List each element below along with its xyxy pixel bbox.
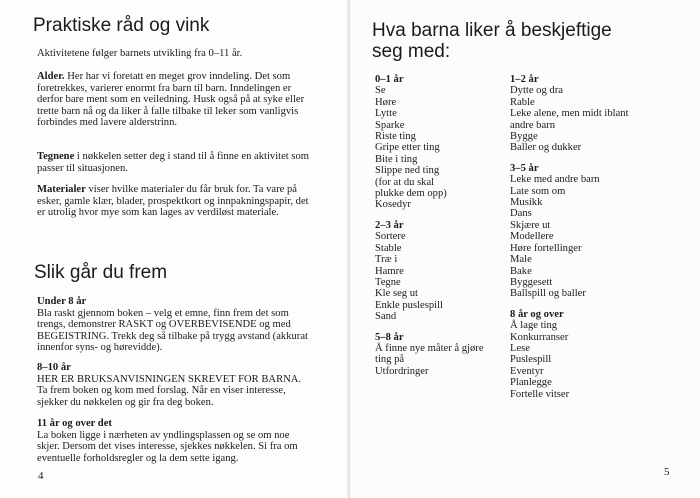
activity-item: Træ i bbox=[375, 254, 398, 266]
activity-item: Rable bbox=[510, 96, 535, 108]
activity-item: Bite i ting bbox=[375, 153, 418, 165]
activity-item: Lese bbox=[510, 342, 530, 354]
activity-item: Puslespill bbox=[510, 354, 552, 366]
activity-item: Bygge bbox=[510, 131, 538, 143]
age-heading: 5–8 år bbox=[375, 331, 404, 343]
activity-item: Late som om bbox=[510, 185, 566, 197]
age-8-10-label: 8–10 år bbox=[37, 362, 71, 373]
age-group-5-8 bbox=[375, 332, 503, 378]
page-number-left: 4 bbox=[38, 470, 44, 482]
heading-slik-gar-du-frem: Slik går du frem bbox=[34, 262, 168, 283]
activity-item: Sortere bbox=[375, 231, 406, 243]
materialer-paragraph bbox=[37, 184, 319, 219]
activity-item: Baller og dukker bbox=[510, 142, 582, 154]
activity-item: Fortelle vitser bbox=[510, 388, 570, 400]
activity-item: (for at du skal bbox=[375, 176, 435, 188]
age-group-1-2 bbox=[510, 74, 660, 154]
age-group-3-5 bbox=[510, 163, 660, 300]
age-11-section bbox=[37, 418, 313, 464]
tegnene-term: Tegnene bbox=[37, 151, 75, 162]
activity-item: Hamre bbox=[375, 265, 404, 277]
activity-item: Leke alene, men midt iblant bbox=[510, 108, 629, 120]
age-heading: 0–1 år bbox=[375, 74, 404, 85]
activity-item: Male bbox=[510, 254, 532, 266]
tegnene-paragraph bbox=[37, 151, 319, 174]
age-11-text: La boken ligge i nærheten av yndlingsplassen og se om noe skjer. Dersom det vises interesse, sjekkes nøkkelen. Si fra om eventuelle forholdsregler og la dem sette igang. bbox=[37, 429, 298, 464]
materialer-term: Materialer bbox=[37, 184, 86, 195]
activity-item: plukke dem opp) bbox=[375, 188, 447, 200]
age-group-0-1 bbox=[375, 74, 503, 211]
age-8-10-text: HER ER BRUKSANVISNINGEN SKREVET FOR BARNA. Ta frem boken og kom med forslag. Når en viser interesse, sjekker du nøkkelen og gir fra deg boken. bbox=[37, 373, 302, 408]
activity-item: Leke med andre barn bbox=[510, 174, 600, 186]
activity-item: Høre fortellinger bbox=[510, 242, 582, 254]
activity-item: Sparke bbox=[375, 119, 405, 131]
age-group-2-3 bbox=[375, 220, 503, 323]
activity-item: Dytte og dra bbox=[510, 85, 563, 97]
activity-item: Kosedyr bbox=[375, 199, 411, 211]
activity-item: Lytte bbox=[375, 108, 397, 120]
page-number-right: 5 bbox=[664, 466, 670, 478]
age-heading: 1–2 år bbox=[510, 74, 539, 85]
activity-item: andre barn bbox=[510, 119, 555, 131]
under-8-section bbox=[37, 296, 313, 354]
age-11-label: 11 år og over det bbox=[37, 418, 112, 429]
activity-item: Modellere bbox=[510, 231, 554, 243]
right-page bbox=[350, 0, 700, 498]
activity-item: Skjære ut bbox=[510, 219, 551, 231]
activity-item: Utfordringer bbox=[375, 365, 429, 377]
heading-hva-barna-liker bbox=[372, 20, 612, 62]
under-8-text: Bla raskt gjennom boken – velg et emne, finn frem det som trengs, demonstrer RASKT og OVERBEVISENDE og med BEGEISTRING. Trekk deg så tilbake på trygg avstand (akkurat innenfor syns- og hørevidde). bbox=[37, 307, 308, 354]
activity-item: Tegne bbox=[375, 276, 401, 288]
activity-item: Kle seg ut bbox=[375, 288, 418, 300]
activity-column-1 bbox=[375, 74, 503, 386]
tegnene-text: i nøkkelen setter deg i stand til å finne en aktivitet som passer til situasjonen. bbox=[37, 151, 310, 174]
activity-item: Byggesett bbox=[510, 276, 553, 288]
age-heading: 8 år og over bbox=[510, 308, 564, 320]
age-heading: 3–5 år bbox=[510, 162, 539, 174]
activity-item: Dans bbox=[510, 208, 532, 220]
activity-item: Bake bbox=[510, 265, 532, 277]
materialer-text: viser hvilke materialer du får bruk for. Ta vare på esker, gamle klær, blader, prospektkort og innpakningspapir, det er utrolig hvor mye som kan lages av verdiløst materiale. bbox=[37, 184, 309, 219]
activity-item: Stable bbox=[375, 242, 402, 254]
under-8-label: Under 8 år bbox=[37, 296, 87, 307]
age-group-8-plus bbox=[510, 309, 660, 400]
alder-paragraph bbox=[37, 71, 319, 129]
activity-item: ting på bbox=[375, 354, 405, 366]
alder-text: Her har vi foretatt en meget grov inndeling. Det som foretrekkes, varierer enormt fra barn til barn. Inndelingen er derfor bare ment som en veiledning. Husk også på at syke eller trette barn nå og da liker å falle tilbake til leker som vanligvis forbindes med lavere alderstrinn. bbox=[37, 71, 305, 129]
activity-item: Gripe etter ting bbox=[375, 142, 440, 154]
heading-praktiske-rad: Praktiske råd og vink bbox=[33, 15, 210, 36]
activity-item: Høre bbox=[375, 96, 397, 108]
activity-column-2 bbox=[510, 74, 660, 409]
activity-item: Riste ting bbox=[375, 131, 416, 143]
activity-item: Se bbox=[375, 85, 386, 97]
activity-item: Eventyr bbox=[510, 365, 544, 377]
activity-item: Ballspill og baller bbox=[510, 288, 586, 300]
activity-item: Slippe ned ting bbox=[375, 165, 440, 177]
heading-line-1: Hva barna liker å beskjeftige bbox=[372, 20, 612, 41]
activity-item: Sand bbox=[375, 311, 397, 323]
activity-item: Enkle puslespill bbox=[375, 299, 443, 311]
age-8-10-section bbox=[37, 362, 313, 408]
activity-item: Konkurranser bbox=[510, 331, 569, 343]
activity-item: Planlegge bbox=[510, 377, 552, 389]
activity-item: Å finne nye måter å gjøre bbox=[375, 342, 484, 354]
activity-item: Å lage ting bbox=[510, 320, 558, 332]
alder-term: Alder. bbox=[37, 71, 65, 82]
activity-item: Musikk bbox=[510, 197, 543, 209]
heading-line-2: seg med: bbox=[372, 41, 451, 62]
intro-text: Aktivitetene følger barnets utvikling fra 0–11 år. bbox=[37, 48, 243, 59]
age-heading: 2–3 år bbox=[375, 219, 404, 231]
